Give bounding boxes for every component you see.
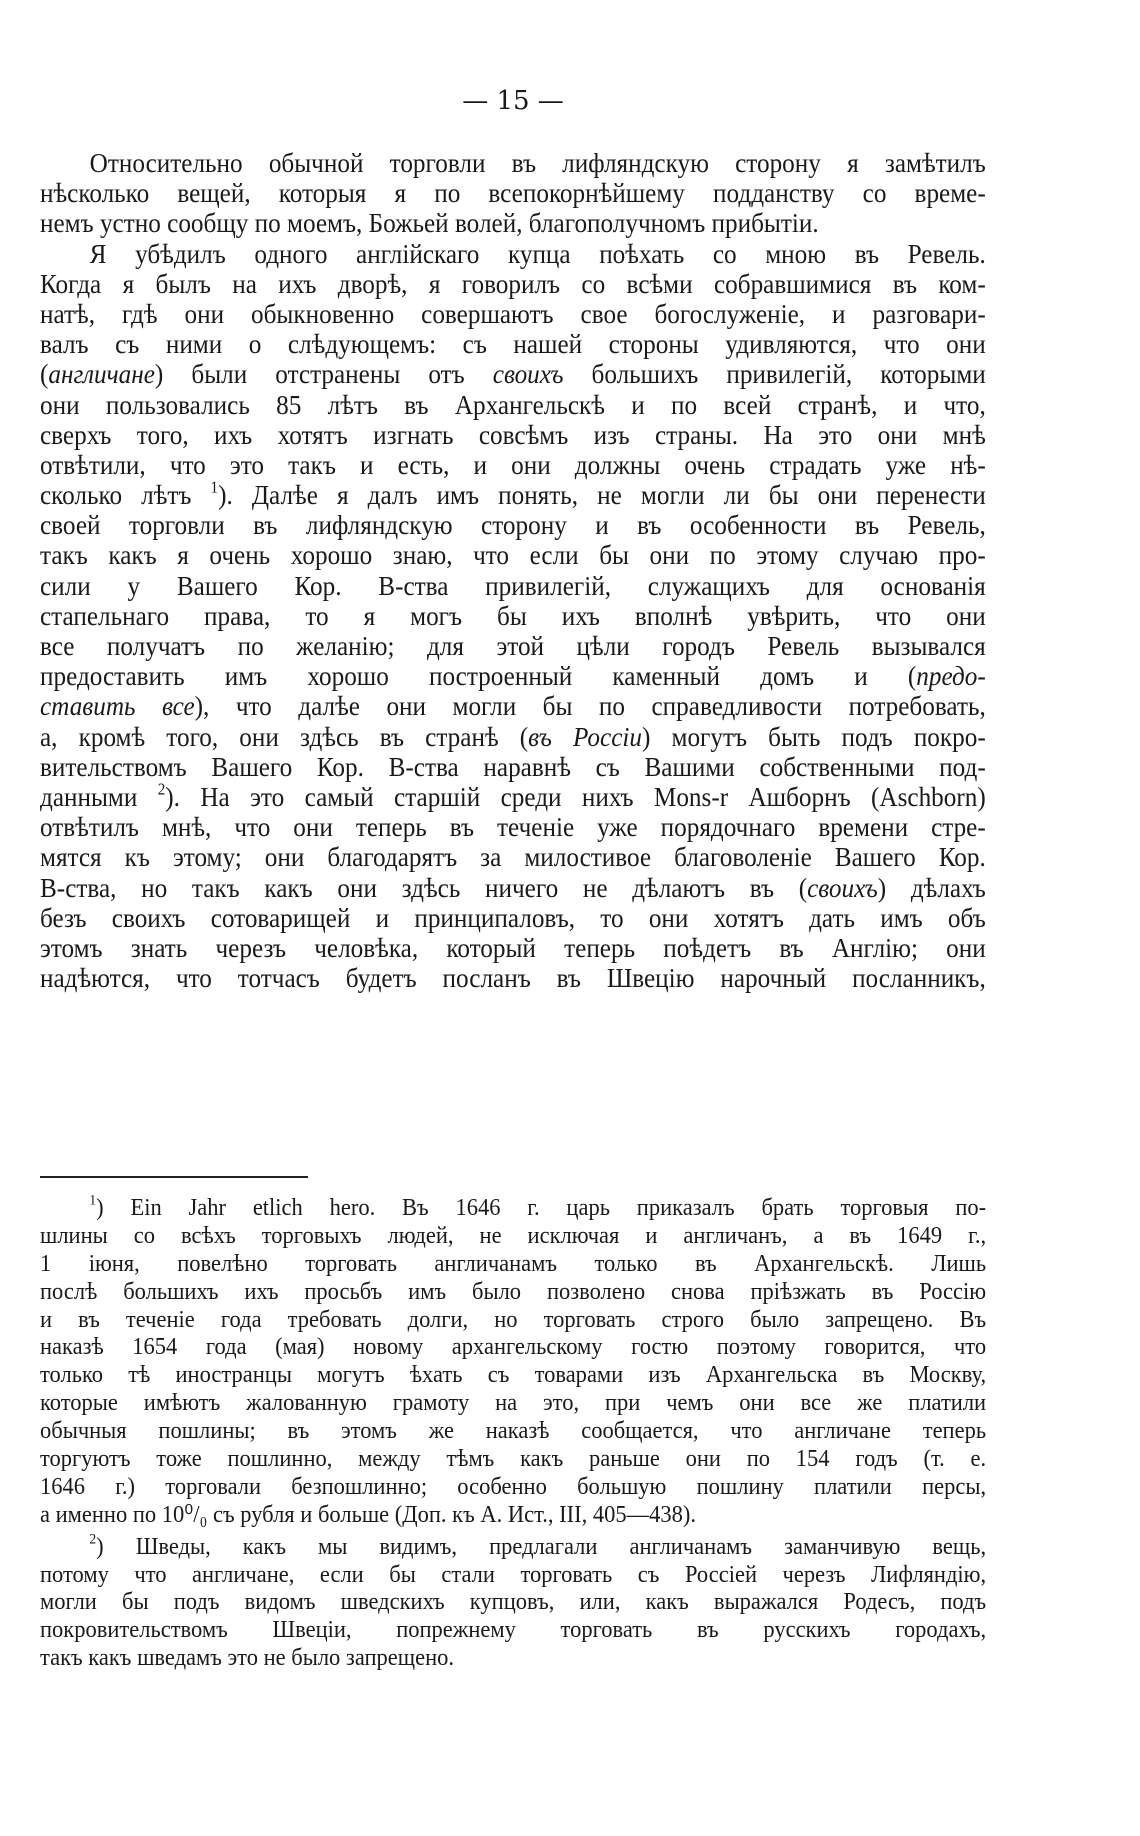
footnote-line: послѣ большихъ ихъ просьбъ имъ было позволено снова пріѣзжать въ Россію — [40, 1277, 987, 1305]
footnote-line: наказѣ 1654 года (мая) новому архангельскому гостю поэтому говорится, что — [40, 1333, 987, 1361]
body-line: Я убѣдилъ одного англійскаго купца поѣхать со мною въ Ревель. — [89, 238, 986, 269]
footnote-line: а именно по 10⁰/₀ съ рубля и больше (Доп. къ А. Ист., III, 405—438). — [40, 1500, 696, 1528]
footnote-line: такъ какъ шведамъ это не было запрещено. — [40, 1644, 455, 1672]
body-line: Когда я былъ на ихъ дворѣ, я говорилъ со всѣми собравшимися въ ком- — [40, 268, 986, 299]
footnote-line: $^1$) Ein Jahr etlich hero. Въ 1646 г. царь приказалъ брать торговыя по- — [89, 1192, 987, 1221]
body-line: отвѣтилъ мнѣ, что они теперь въ теченіе уже порядочнаго времени стре- — [40, 812, 986, 843]
footnote-separator — [40, 1176, 308, 1178]
footnotes — [40, 1192, 987, 1672]
body-line: (англичане) были отстранены отъ своихъ большихъ привилегій, которыми — [40, 359, 986, 390]
body-line: натѣ, гдѣ они обыкновенно совершаютъ свое богослуженіе, и разговари- — [40, 298, 986, 329]
body-line: вительствомъ Вашего Кор. В-ства наравнѣ съ Вашими собственными под- — [40, 751, 986, 782]
body-line: данными $^2$). На это самый старшій среди нихъ Mons-r Ашборнъ (Aschborn) — [40, 779, 986, 812]
body-line: немъ устно сообщу по моемъ, Божьей волей, благополучномъ прибытіи. — [40, 208, 819, 239]
body-line: отвѣтили, что это такъ и есть, и они должны очень страдать уже нѣ- — [40, 449, 986, 480]
footnote-1 — [40, 1192, 987, 1529]
footnote-line: потому что англичане, если бы стали торговать съ Россіей черезъ Лифляндію, — [40, 1560, 987, 1588]
page-number: — 15 — — [462, 86, 564, 116]
body-line: ставить все), что далѣе они могли бы по справедливости потребовать, — [40, 691, 986, 722]
body-line: мятся къ этому; они благодарятъ за милостивое благоволеніе Вашего Кор. — [40, 842, 986, 873]
footnote-line: и въ теченіе года требовать долги, но торговать строго было запрещено. Въ — [40, 1305, 987, 1333]
footnote-line: 1646 г.) торговали безпошлинно; особенно большую пошлину платили персы, — [40, 1472, 987, 1500]
body-line: стапельнаго права, то я могъ бы ихъ вполнѣ увѣрить, что они — [40, 600, 986, 631]
body-line: валъ съ ними о слѣдующемъ: съ нашей стороны удивляются, что они — [40, 329, 986, 360]
body-text — [40, 148, 986, 994]
body-line: этомъ знать черезъ человѣка, который теперь поѣдетъ въ Англію; они — [40, 932, 986, 963]
body-line: В-ства, но такъ какъ они здѣсь ничего не дѣлаютъ въ (своихъ) дѣлахъ — [40, 872, 986, 903]
body-line: все получатъ по желанію; для этой цѣли городъ Ревель вызывался — [40, 631, 986, 661]
footnote-line: торгуютъ тоже пошлинно, между тѣмъ какъ раньше они по 154 годъ (т. е. — [40, 1445, 987, 1473]
footnote-line: $^2$) Шведы, какъ мы видимъ, предлагали англичанамъ заманчивую вещь, — [89, 1531, 987, 1560]
footnote-line: могли бы подъ видомъ шведскихъ купцовъ, или, какъ выражался Родесъ, подъ — [40, 1588, 987, 1616]
body-line: безъ своихъ сотоварищей и принципаловъ, то они хотятъ дать имъ объ — [40, 902, 986, 933]
footnote-line: шлины со всѣхъ торговыхъ людей, не исключая и англичанъ, а въ 1649 г., — [40, 1221, 987, 1249]
body-line: надѣются, что тотчасъ будетъ посланъ въ Швецію нарочный посланникъ, — [40, 963, 986, 994]
body-line: Относительно обычной торговли въ лифляндскую сторону я замѣтилъ — [89, 148, 986, 178]
body-line: нѣсколько вещей, которыя я по всепокорнѣйшему подданству со време- — [40, 178, 986, 209]
body-line: предоставить имъ хорошо построенный каменный домъ и (предо- — [40, 661, 986, 692]
footnote-line: только тѣ иностранцы могутъ ѣхать съ товарами изъ Архангельска въ Москву, — [40, 1361, 987, 1389]
footnote-line: 1 іюня, повелѣно торговать англичанамъ только въ Архангельскѣ. Лишь — [40, 1249, 987, 1277]
footnote-line: покровительствомъ Швеціи, попрежнему торговать въ русскихъ городахъ, — [40, 1616, 987, 1644]
body-line: такъ какъ я очень хорошо знаю, что если бы они по этому случаю про- — [40, 540, 986, 571]
body-line: а, кромѣ того, они здѣсь въ странѣ (въ Россіи) могутъ быть подъ покро- — [40, 721, 986, 752]
body-line: они пользовались 85 лѣтъ въ Архангельскѣ и по всей странѣ, и что, — [40, 389, 986, 420]
footnote-2 — [40, 1531, 987, 1672]
footnote-line: обычныя пошлины; въ этомъ же наказѣ сообщается, что англичане теперь — [40, 1417, 987, 1445]
body-line: сколько лѣтъ $^1$). Далѣе я далъ имъ понять, не могли ли бы они перенести — [40, 477, 986, 511]
footnote-line: которые имѣютъ жалованную грамоту на это, при чемъ они все же платили — [40, 1389, 987, 1417]
body-line: сверхъ того, ихъ хотятъ изгнать совсѣмъ изъ страны. На это они мнѣ — [40, 419, 986, 450]
body-line: своей торговли въ лифляндскую сторону и въ особенности въ Ревель, — [40, 510, 986, 541]
body-line: сили у Вашего Кор. В-ства привилегій, служащихъ для основанія — [40, 570, 986, 601]
